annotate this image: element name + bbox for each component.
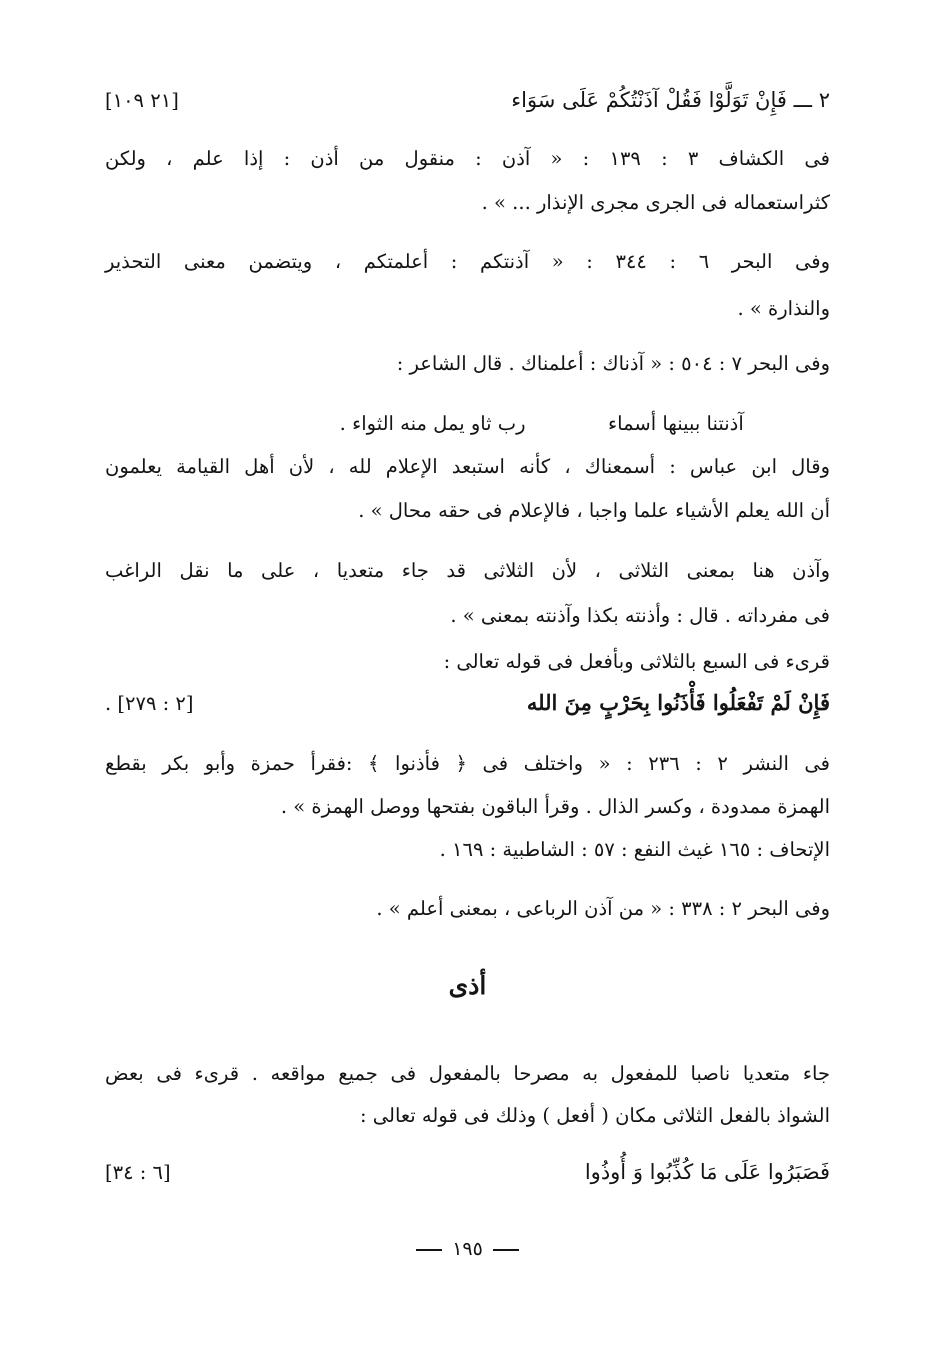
raghib-line-2: فى مفرداته . قال : وأذنته بكذا وآذنته بمعنى » . bbox=[450, 604, 830, 627]
verse-quote: فَإِنْ تَوَلَّوْا فَقُلْ آذَنْتُكُمْ عَلَى سَوَاء bbox=[511, 88, 787, 112]
verse-2-text: فَإِنْ لَمْ تَفْعَلُوا فَأْذَنُوا بِحَرْبٍ مِنَ الله bbox=[526, 690, 830, 715]
verse-header bbox=[105, 84, 830, 117]
verse-3 bbox=[105, 1156, 830, 1189]
page-number: ١٩٥ bbox=[452, 1238, 483, 1260]
verse-number: ٢ ـــ bbox=[793, 88, 830, 112]
kashshaf-line-2: كثراستعماله فى الجرى مجرى الإنذار ... » . bbox=[481, 191, 830, 214]
poem-hemistich-1: آذنتنا ببينها أسماء bbox=[608, 412, 744, 435]
ibn-abbas-line-2: أن الله يعلم الأشياء علما واجبا ، فالإعلام فى حقه محال » . bbox=[358, 499, 830, 522]
qiraa-line: قرىء فى السبع بالثلاثى وبأفعل فى قوله تعالى : bbox=[443, 650, 830, 673]
adha-line-2: الشواذ بالفعل الثلاثى مكان ( أفعل ) وذلك فى قوله تعالى : bbox=[359, 1104, 830, 1127]
raghib-line-1: وآذن هنا بمعنى الثلاثى ، لأن الثلاثى قد جاء متعديا ، على ما نقل الراغب bbox=[105, 559, 830, 582]
verse-2-reference: [٢ : ٢٧٩] . bbox=[105, 692, 194, 715]
page-footer bbox=[0, 1234, 935, 1264]
bahr-1-line-1: وفى البحر ٦ : ٣٤٤ : « آذنتكم : أعلمتكم ، ويتضمن معنى التحذير bbox=[105, 250, 830, 273]
verse-2 bbox=[105, 687, 830, 720]
poem-line bbox=[105, 408, 830, 440]
verse-3-reference: [٦ : ٣٤] bbox=[105, 1161, 171, 1184]
verse-header-text bbox=[511, 84, 830, 116]
verse-reference: [٢١ ١٠٩] bbox=[105, 89, 179, 112]
adha-line-1: جاء متعديا ناصبا للمفعول به مصرحا بالمفعول فى جميع مواقعه . قرىء فى بعض bbox=[105, 1062, 830, 1085]
bahr-2-line-1: وفى البحر ٧ : ٥٠٤ : « آذناك : أعلمناك . قال الشاعر : bbox=[396, 352, 830, 375]
bahr-1-line-2: والنذارة » . bbox=[737, 297, 830, 320]
section-heading: أذى bbox=[448, 971, 487, 1000]
footer-dash-left bbox=[416, 1249, 442, 1251]
footer-dash-right bbox=[493, 1249, 519, 1251]
kashshaf-line-1: فى الكشاف ٣ : ١٣٩ : « آذن : منقول من أذن : إذا علم ، ولكن bbox=[105, 147, 830, 170]
nashr-line-1: فى النشر ٢ : ٢٣٦ : « واختلف فى ﴿ فأذنوا ﴾ :فقرأ حمزة وأبو بكر بقطع bbox=[105, 752, 831, 775]
verse-3-text: فَصَبَرُوا عَلَى مَا كُذِّبُوا وَ أُوذُوا bbox=[584, 1160, 830, 1184]
nashr-line-2: الهمزة ممدودة ، وكسر الذال . وقرأ الباقون بفتحها ووصل الهمزة » . bbox=[280, 795, 830, 818]
poem-hemistich-2: رب ثاو يمل منه الثواء . bbox=[339, 412, 526, 435]
ibn-abbas-line-1: وقال ابن عباس : أسمعناك ، كأنه استبعد الإعلام لله ، لأن أهل القيامة يعلمون bbox=[105, 455, 830, 478]
bahr-3-line-1: وفى البحر ٢ : ٣٣٨ : « من آذن الرباعى ، بمعنى أعلم » . bbox=[376, 897, 830, 920]
ithaf-line: الإتحاف : ١٦٥ غيث النفع : ٥٧ : الشاطبية : ١٦٩ . bbox=[439, 838, 830, 861]
